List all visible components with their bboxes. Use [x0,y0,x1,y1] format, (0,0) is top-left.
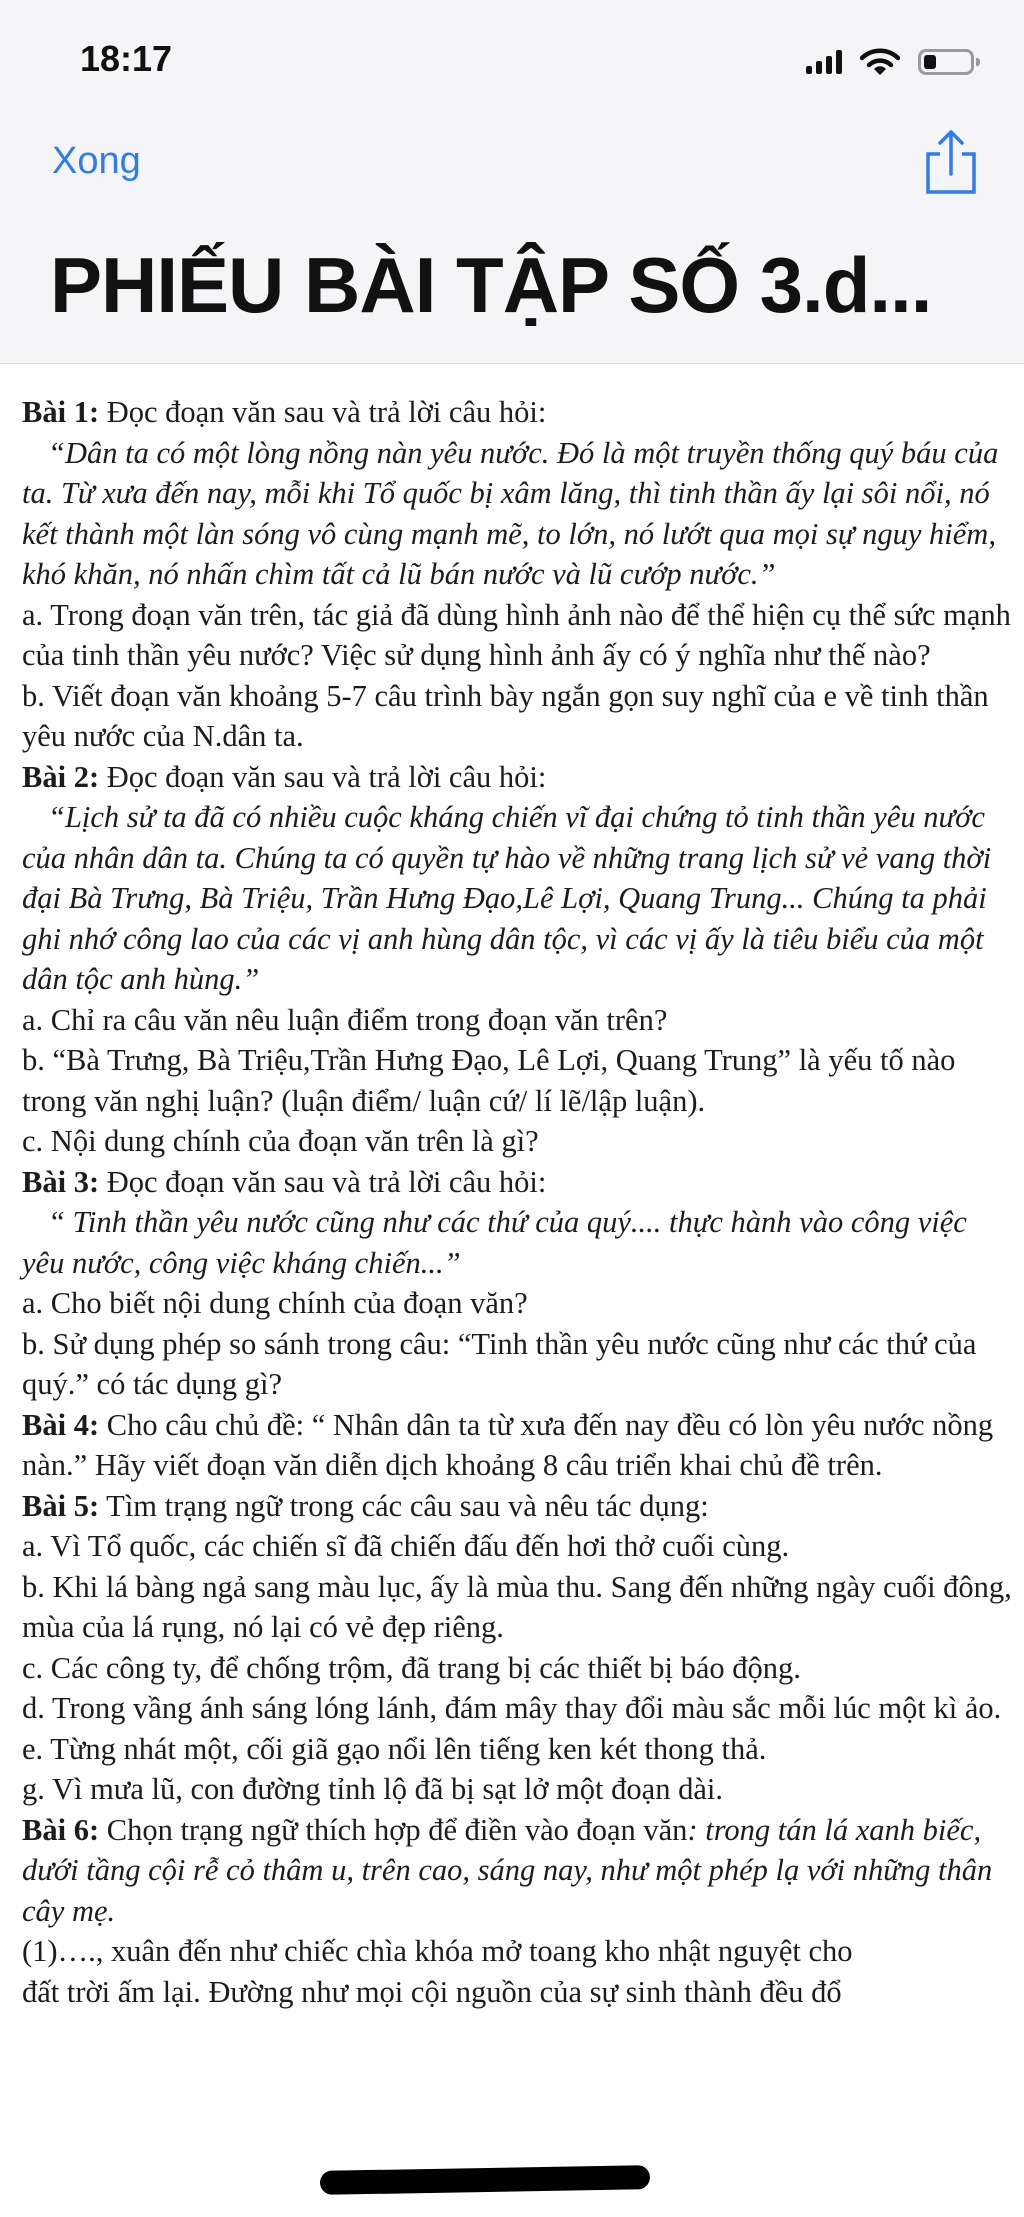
document-body [22,392,1012,2012]
wifi-icon [860,47,900,77]
exercise-1-heading: Bài 1: Đọc đoạn văn sau và trả lời câu hỏi: [22,395,547,429]
exercise-3-heading: Bài 3: Đọc đoạn văn sau và trả lời câu hỏi: [22,1164,547,1199]
exercise-2-question-a: a. Chỉ ra câu văn nêu luận điểm trong đoạn văn trên? [22,1002,668,1037]
exercise-1-quote: “Dân ta có một lòng nồng nàn yêu nước. Đó là một truyền thống quý báu của ta. Từ xưa đến nay, mỗi khi Tổ quốc bị xâm lăng, thì tinh thần ấy lại sôi nổi, nó kết thành một làn sóng vô cùng mạnh mẽ, to lớn, nó lướt qua mọi sự nguy hiểm, khó khăn, nó nhấn chìm tất cả lũ bán nước và lũ cướp nước.” [22,435,999,591]
battery-icon [918,49,974,75]
exercise-2-question-b: b. “Bà Trưng, Bà Triệu,Trần Hưng Đạo, Lê Lợi, Quang Trung” là yếu tố nào trong văn nghị luận? (luận điểm/ luận cứ/ lí lẽ/lập luận). [22,1043,956,1118]
signal-icon [806,50,842,74]
exercise-5-item-e: e. Từng nhát một, cối giã gạo nổi lên tiếng ken két thong thả. [22,1731,767,1766]
exercise-5-item-d: d. Trong vầng ánh sáng lóng lánh, đám mây thay đổi màu sắc mỗi lúc một kì ảo. [22,1691,1002,1725]
exercise-6-line-2: đất trời ấm lại. Đường như mọi cội nguồn của sự sinh thành đều đổ [22,1974,842,2009]
top-bar [0,0,1024,364]
exercise-5-item-c: c. Các công ty, để chống trộm, đã trang bị các thiết bị báo động. [22,1650,801,1685]
redaction-mark [320,2165,650,2195]
exercise-2-quote: “Lịch sử ta đã có nhiều cuộc kháng chiến vĩ đại chứng tỏ tinh thần yêu nước của nhân dân ta. Chúng ta có quyền tự hào về những trang lịch sử vẻ vang thời đại Bà Trưng, Bà Triệu, Trần Hưng Đạo,Lê Lợi, Quang Trung... Chúng ta phải ghi nhớ công lao của các vị anh hùng dân tộc, vì các vị ấy là tiêu biểu của một dân tộc anh hùng.” [22,800,992,996]
exercise-5-item-b: b. Khi lá bàng ngả sang màu lục, ấy là mùa thu. Sang đến những ngày cuối đông, mùa của lá rụng, nó lại có vẻ đẹp riêng. [22,1569,1012,1644]
exercise-3-question-a: a. Cho biết nội dung chính của đoạn văn? [22,1286,528,1320]
exercise-1-question-b: b. Viết đoạn văn khoảng 5-7 câu trình bày ngắn gọn suy nghĩ của e về tinh thần yêu nước của N.dân ta. [22,678,989,753]
exercise-3-question-b: b. Sử dụng phép so sánh trong câu: “Tinh thần yêu nước cũng như các thứ của quý.” có tác dụng gì? [22,1326,977,1401]
status-icons [806,44,974,80]
exercise-2-heading: Bài 2: Đọc đoạn văn sau và trả lời câu hỏi: [22,759,547,794]
exercise-5-item-g: g. Vì mưa lũ, con đường tỉnh lộ đã bị sạt lở một đoạn dài. [22,1772,723,1806]
exercise-5-heading: Bài 5: Tìm trạng ngữ trong các câu sau và nêu tác dụng: [22,1488,709,1523]
exercise-2-question-c: c. Nội dung chính của đoạn văn trên là gì? [22,1124,539,1158]
exercise-3-quote: “ Tinh thần yêu nước cũng như các thứ của quý.... thực hành vào công việc yêu nước, công việc kháng chiến...” [22,1205,967,1280]
share-icon[interactable] [922,128,980,196]
exercise-6-line-1: (1)…., xuân đến như chiếc chìa khóa mở toang kho nhật nguyệt cho [22,1934,853,1968]
exercise-6-heading: Bài 6: Chọn trạng ngữ thích hợp để điền vào đoạn văn: trong tán lá xanh biếc, dưới tầng cội rễ cỏ thâm u, trên cao, sáng nay, như một phép lạ với những thân cây mẹ. [22,1812,993,1928]
exercise-4: Bài 4: Cho câu chủ đề: “ Nhân dân ta từ xưa đến nay đều có lòn yêu nước nồng nàn.” Hãy viết đoạn văn diễn dịch khoảng 8 câu triển khai chủ đề trên. [22,1407,994,1482]
status-time: 18:17 [80,38,173,79]
exercise-5-item-a: a. Vì Tổ quốc, các chiến sĩ đã chiến đấu đến hơi thở cuối cùng. [22,1529,790,1563]
exercise-1-question-a: a. Trong đoạn văn trên, tác giả đã dùng hình ảnh nào để thể hiện cụ thể sức mạnh của tinh thần yêu nước? Việc sử dụng hình ảnh ấy có ý nghĩa như thế nào? [22,597,1011,672]
document-title: PHIẾU BÀI TẬP SỐ 3.d... [50,241,932,329]
done-button[interactable]: Xong [52,140,141,182]
